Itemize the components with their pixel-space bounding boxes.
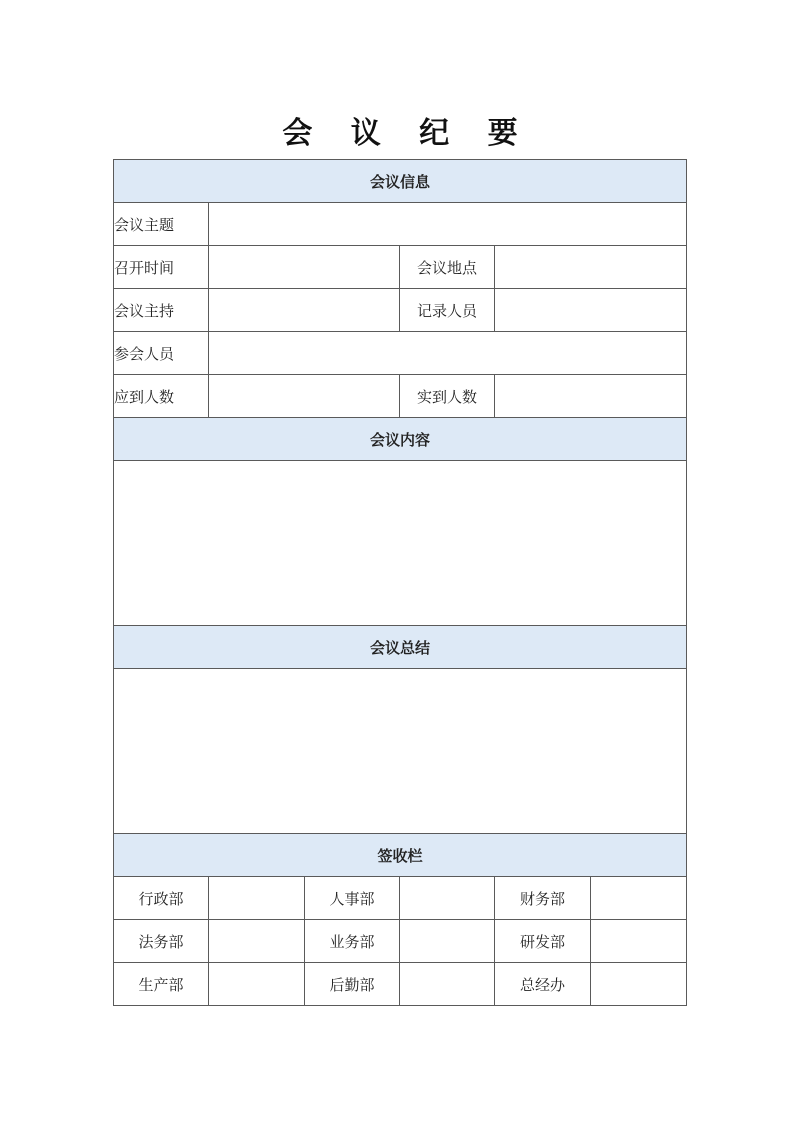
summary-area[interactable] — [114, 669, 687, 834]
label-host: 会议主持 — [114, 289, 209, 332]
host-field[interactable] — [209, 289, 400, 332]
label-location: 会议地点 — [400, 246, 495, 289]
dept-label: 研发部 — [495, 920, 591, 963]
expected-count-field[interactable] — [209, 375, 400, 418]
dept-label: 人事部 — [305, 877, 400, 920]
page-title: 会 议 纪 要 — [282, 116, 532, 151]
label-topic: 会议主题 — [114, 203, 209, 246]
dept-label: 总经办 — [495, 963, 591, 1006]
content-area[interactable] — [114, 461, 687, 626]
dept-label: 生产部 — [114, 963, 209, 1006]
label-attendees: 参会人员 — [114, 332, 209, 375]
dept-label: 行政部 — [114, 877, 209, 920]
dept-sign-field[interactable] — [591, 963, 687, 1006]
dept-sign-field[interactable] — [209, 963, 305, 1006]
actual-count-field[interactable] — [495, 375, 687, 418]
label-actual-count: 实到人数 — [400, 375, 495, 418]
section-header-signoff: 签收栏 — [114, 834, 687, 877]
time-field[interactable] — [209, 246, 400, 289]
dept-label: 法务部 — [114, 920, 209, 963]
dept-sign-field[interactable] — [400, 963, 495, 1006]
label-expected-count: 应到人数 — [114, 375, 209, 418]
label-time: 召开时间 — [114, 246, 209, 289]
dept-label: 业务部 — [305, 920, 400, 963]
meeting-minutes-form — [113, 159, 687, 1006]
location-field[interactable] — [495, 246, 687, 289]
dept-sign-field[interactable] — [400, 920, 495, 963]
topic-field[interactable] — [209, 203, 687, 246]
dept-sign-field[interactable] — [209, 877, 305, 920]
section-header-summary: 会议总结 — [114, 626, 687, 669]
label-recorder: 记录人员 — [400, 289, 495, 332]
dept-label: 财务部 — [495, 877, 591, 920]
dept-sign-field[interactable] — [591, 877, 687, 920]
recorder-field[interactable] — [495, 289, 687, 332]
dept-label: 后勤部 — [305, 963, 400, 1006]
section-header-info: 会议信息 — [114, 160, 687, 203]
dept-sign-field[interactable] — [400, 877, 495, 920]
section-header-content: 会议内容 — [114, 418, 687, 461]
attendees-field[interactable] — [209, 332, 687, 375]
dept-sign-field[interactable] — [209, 920, 305, 963]
dept-sign-field[interactable] — [591, 920, 687, 963]
